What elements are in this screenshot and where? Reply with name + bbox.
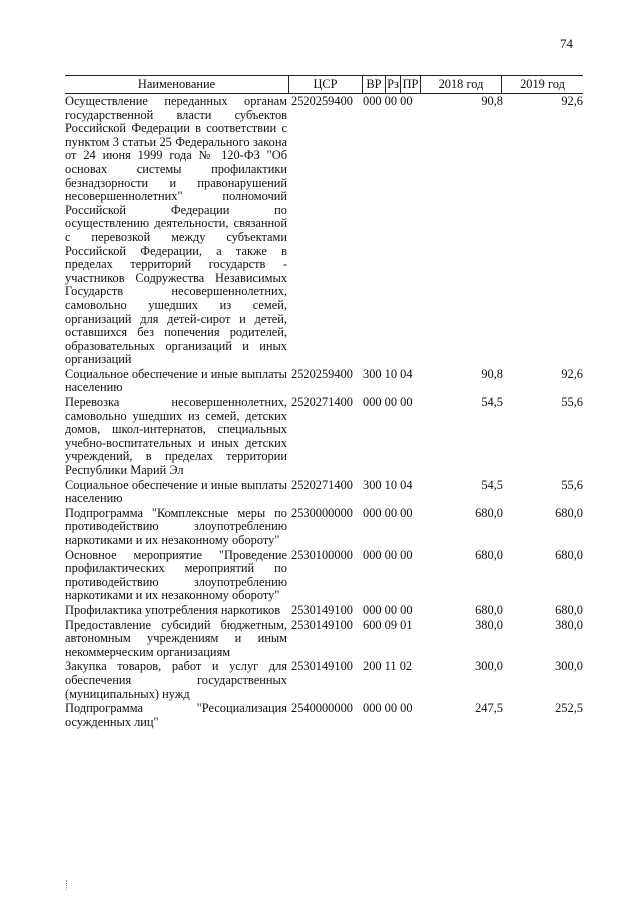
row-csr: 2530100000 — [291, 547, 353, 562]
row-2018: 300,0 — [475, 659, 503, 674]
row-codes: 300 10 04 — [363, 366, 413, 381]
row-name: Социальное обеспечение и иные выплаты населению — [65, 366, 287, 395]
row-2019: 92,6 — [561, 366, 583, 381]
row-name: Социальное обеспечение и иные выплаты населению — [65, 477, 287, 506]
row-csr: 2530149100 — [291, 617, 353, 632]
table-row — [65, 396, 583, 478]
row-name: Предоставление субсидий бюджетным, автономным учреждениям и иным некоммерческим организациям — [65, 617, 287, 659]
row-2018: 680,0 — [475, 602, 503, 617]
row-2018: 90,8 — [481, 94, 503, 108]
row-2018: 680,0 — [475, 547, 503, 562]
row-2019: 55,6 — [561, 477, 583, 492]
table-row — [65, 507, 583, 548]
row-2019: 680,0 — [555, 505, 583, 520]
row-2018: 380,0 — [475, 617, 503, 632]
row-2019: 252,5 — [555, 701, 583, 716]
row-csr: 2540000000 — [291, 701, 353, 716]
row-csr: 2530000000 — [291, 505, 353, 520]
header-rz: Рз — [386, 76, 401, 93]
row-2018: 247,5 — [475, 701, 503, 716]
row-codes: 000 00 00 — [363, 505, 413, 520]
row-codes: 600 09 01 — [363, 617, 413, 632]
row-2018: 54,5 — [481, 395, 503, 410]
row-codes: 000 00 00 — [363, 547, 413, 562]
row-2018: 680,0 — [475, 505, 503, 520]
row-codes: 000 00 00 — [363, 701, 413, 716]
row-name: Осуществление переданных органам государственной власти субъектов Российской Федерации в соответствии с пунктом 3 статьи 25 Федерального закона от 24 июня 1999 года № 120-ФЗ "Об основах системы профилактики безнадзорности и правонарушений несовершеннолетних" полномочий Российской Федерации по осуществлению деятельности, связанной с перевозкой между субъектами Российской Федерации, а также в пределах территорий государств - участников Содружества Независимых Государств несовершеннолетних, самовольно ушедших из семей, организаций для детей-сирот и детей, оставшихся без попечения родителей, образовательных организаций и иных организаций — [65, 94, 287, 367]
table-row — [65, 95, 583, 367]
row-2019: 300,0 — [555, 659, 583, 674]
row-csr: 2530149100 — [291, 659, 353, 674]
header-csr: ЦСР — [289, 76, 363, 93]
row-csr: 2520259400 — [291, 94, 353, 108]
table-row — [65, 479, 583, 506]
scan-mark — [66, 880, 69, 890]
budget-table — [65, 75, 583, 729]
row-csr: 2520271400 — [291, 477, 353, 492]
page-number: 74 — [560, 36, 573, 51]
row-name: Подпрограмма "Ресоциализация осужденных лиц" — [65, 701, 287, 729]
header-2018: 2018 год — [421, 76, 502, 93]
table-row — [65, 619, 583, 660]
table-row — [65, 368, 583, 395]
header-vr: ВР — [363, 76, 386, 93]
row-2019: 380,0 — [555, 617, 583, 632]
row-name: Основное мероприятие "Проведение профилактических мероприятий по противодействию злоупотреблению наркотиками и их незаконному обороту" — [65, 547, 287, 603]
header-2019: 2019 год — [520, 77, 565, 91]
table-row — [65, 660, 583, 701]
row-2019: 680,0 — [555, 602, 583, 617]
row-2018: 90,8 — [481, 366, 503, 381]
row-2019: 55,6 — [561, 395, 583, 410]
row-name: Перевозка несовершеннолетних, самовольно ушедших из семей, детских домов, школ-интернатов, специальных учебно-воспитательных и иных детских учреждений, в пределах территории Республики Марий Эл — [65, 395, 287, 478]
row-csr: 2520271400 — [291, 395, 353, 410]
table-row — [65, 702, 583, 729]
header-pr: ПР — [401, 76, 421, 93]
row-codes: 000 00 00 — [363, 395, 413, 410]
row-csr: 2520259400 — [291, 366, 353, 381]
row-name: Подпрограмма "Комплексные меры по противодействию злоупотреблению наркотиками и их незаконному обороту" — [65, 505, 287, 547]
row-csr: 2530149100 — [291, 602, 353, 617]
row-name: Профилактика употребления наркотиков — [65, 602, 281, 617]
table-row — [65, 604, 583, 618]
row-codes: 300 10 04 — [363, 477, 413, 492]
row-2019: 92,6 — [561, 94, 583, 108]
row-codes: 200 11 02 — [363, 659, 413, 674]
table-row — [65, 549, 583, 603]
row-name: Закупка товаров, работ и услуг для обеспечения государственных (муниципальных) нужд — [65, 659, 287, 701]
row-codes: 000 00 00 — [363, 94, 413, 108]
header-name: Наименование — [65, 76, 289, 93]
row-2019: 680,0 — [555, 547, 583, 562]
table-header — [65, 75, 583, 94]
row-2018: 54,5 — [481, 477, 503, 492]
row-codes: 000 00 00 — [363, 602, 413, 617]
